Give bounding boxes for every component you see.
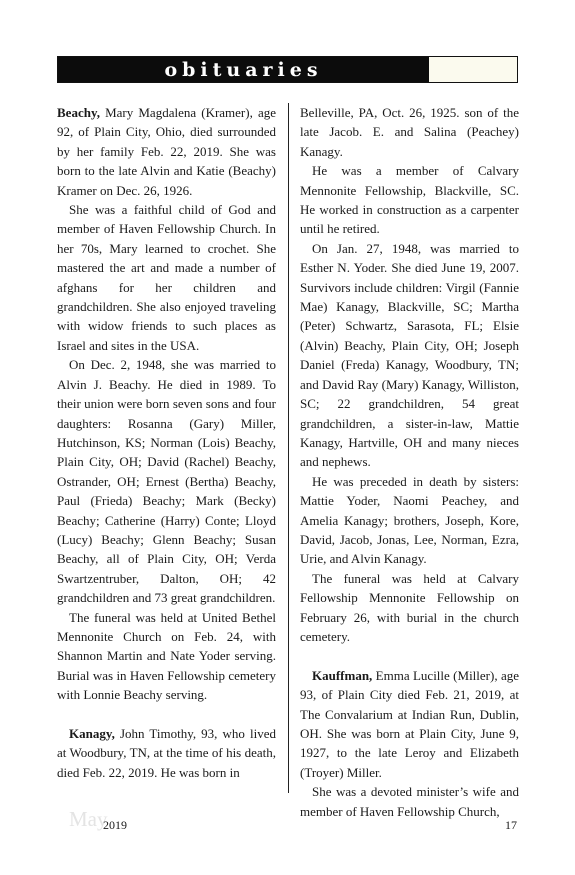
obituary-kanagy-intro	[57, 724, 276, 782]
page-number: 17	[505, 818, 517, 832]
obituary-name-kauffman: Kauffman,	[312, 667, 373, 683]
obituary-beachy-intro	[57, 103, 276, 200]
paragraph: The funeral was held at United Bethel Mennonite Church on Feb. 24, with Shannon Martin and Nate Yoder serving. Burial was in Haven Fellowship cemetery with Lonnie Beachy serving.	[57, 609, 276, 703]
paragraph: She was a faithful child of God and member of Haven Fellowship Church. In her 70s, Mary learned to crochet. She mastered the art and made a number of afghans for her children and grandchildren. She also enjoyed traveling with widow friends to such places as Israel and sites in the USA.	[57, 202, 276, 353]
paragraph: She was a devoted minister’s wife and member of Haven Fellowship Church,	[300, 784, 519, 819]
right-column	[300, 103, 519, 821]
section-banner-blank	[429, 57, 517, 82]
section-banner	[57, 56, 518, 83]
footer-month-ghost: May	[69, 807, 108, 831]
obituary-name-kanagy: Kanagy,	[69, 725, 115, 741]
section-banner-title-box	[58, 57, 429, 82]
paragraph: He was preceded in death by sisters: Mattie Yoder, Naomi Peachey, and Amelia Kanagy; brothers, Joseph, Kore, David, Jacob, Jonas, Lee, Norman, Ezra, Urie, and Alvin Kanagy.	[300, 473, 519, 567]
paragraph: He was a member of Calvary Mennonite Fellowship, Blackville, SC. He worked in construction as a carpenter until he retired.	[300, 163, 519, 237]
paragraph-text: John Timothy, 93, who lived at Woodbury, TN, at the time of his death, died Feb. 22, 2019. He was born in	[57, 725, 276, 780]
paragraph: On Dec. 2, 1948, she was married to Alvin J. Beachy. He died in 1989. To their union were born seven sons and four daughters: Rosanna (Gary) Miller, Hutchinson, KS; Norman (Lois) Beachy, Plain City, OH; David (Rachel) Beachy, Ostrander, OH; Ernest (Bertha) Beachy, Paul (Frieda) Beachy; Mark (Becky) Beachy; Catherine (Harry) Conte; Lloyd (Lucy) Beachy; Glenn Beachy; Susan Beachy, all of Plain City, OH; Verda Swartzentruber, Dalton, OH; 42 grandchildren and 73 great grandchildren.	[57, 357, 276, 606]
column-divider	[288, 103, 289, 793]
footer-year: 2019	[103, 818, 127, 832]
obituary-name-beachy: Beachy,	[57, 105, 100, 120]
paragraph: Belleville, PA, Oct. 26, 1925. son of the late Jacob. E. and Salina (Peachey) Kanagy.	[300, 105, 519, 159]
section-title: obituaries	[164, 58, 323, 81]
obituary-kauffman-intro	[300, 666, 519, 782]
left-column	[57, 103, 276, 782]
paragraph: On Jan. 27, 1948, was married to Esther N. Yoder. She died June 19, 2007. Survivors include children: Virgil (Fannie Mae) Kanagy, Blackville, SC; Martha (Peter) Schwartz, Sarasota, FL; Elsie (Alvin) Beachy, Plain City, OH; Joseph Daniel (Freda) Kanagy, Woodbury, TN; and David Ray (Mary) Kanagy, Williston, SC; 22 grandchildren, 54 great grandchildren, a sister-in-law, Mattie Kanagy, Hartville, OH and many nieces and nephews.	[300, 240, 519, 470]
paragraph: The funeral was held at Calvary Fellowship Mennonite Fellowship on February 26, with burial in the church cemetery.	[300, 570, 519, 644]
paragraph-text: Mary Magdalena (Kramer), age 92, of Plain City, Ohio, died surrounded by her family Feb. 22, 2019. She was born to the late Alvin and Katie (Beachy) Kramer on Dec. 26, 1926.	[57, 105, 276, 198]
paragraph-text: Emma Lucille (Miller), age 93, of Plain City died Feb. 21, 2019, at The Convalarium at Indian Run, Dublin, OH. She was born at Plain City, June 9, 1927, to the late Leroy and Elizabeth (Troyer) Miller.	[300, 667, 519, 780]
